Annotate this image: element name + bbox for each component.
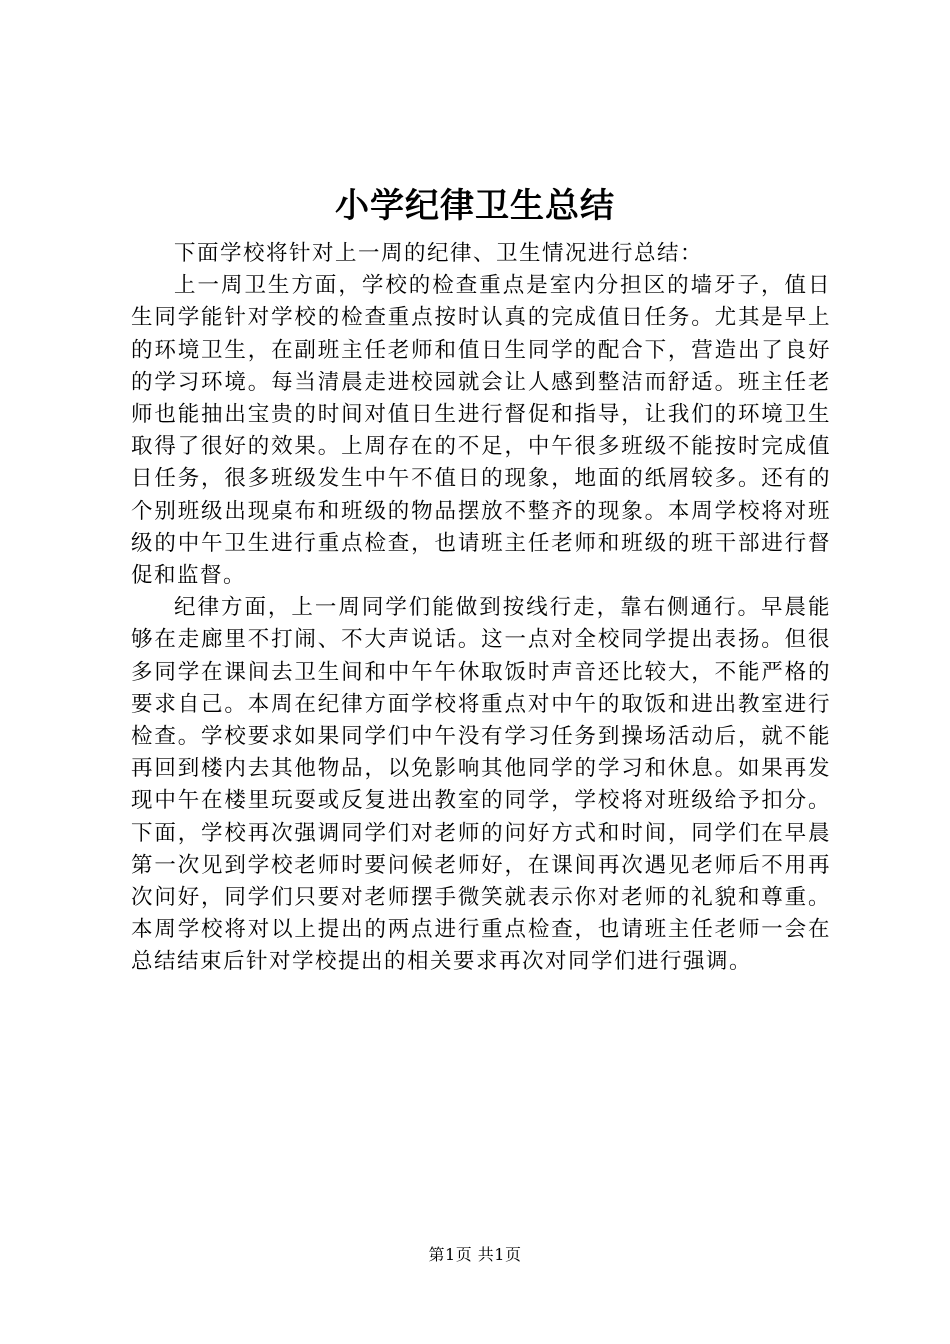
discipline-paragraph: 纪律方面，上一周同学们能做到按线行走，靠右侧通行。早晨能够在走廊里不打闹、不大声说话。这一点对全校同学提出表扬。但很多同学在课间去卫生间和中午午休取饭时声音还比较大，不能严格的要求自己。本周在纪律方面学校将重点对中午的取饭和进出教室进行检查。学校要求如果同学们中午没有学习任务到操场活动后，就不能再回到楼内去其他物品，以免影响其他同学的学习和休息。如果再发现中午在楼里玩耍或反复进出教室的同学，学校将对班级给予扣分。下面，学校再次强调同学们对老师的问好方式和时间，同学们在早晨第一次见到学校老师时要问候老师好，在课间再次遇见老师后不用再次问好，同学们只要对老师摆手微笑就表示你对老师的礼貌和尊重。本周学校将对以上提出的两点进行重点检查，也请班主任老师一会在总结结束后针对学校提出的相关要求再次对同学们进行强调。 <box>131 595 831 975</box>
document-body <box>131 238 831 979</box>
hygiene-paragraph: 上一周卫生方面，学校的检查重点是室内分担区的墙牙子，值日生同学能针对学校的检查重点按时认真的完成值日任务。尤其是早上的环境卫生，在副班主任老师和值日生同学的配合下，营造出了良好的学习环境。每当清晨走进校园就会让人感到整洁而舒适。班主任老师也能抽出宝贵的时间对值日生进行督促和指导，让我们的环境卫生取得了很好的效果。上周存在的不足，中午很多班级不能按时完成值日任务，很多班级发生中午不值日的现象，地面的纸屑较多。还有的个别班级出现桌布和班级的物品摆放不整齐的现象。本周学校将对班级的中午卫生进行重点检查，也请班主任老师和班级的班干部进行督促和监督。 <box>131 273 831 589</box>
document-title: 小学纪律卫生总结 <box>335 186 615 226</box>
intro-paragraph: 下面学校将针对上一周的纪律、卫生情况进行总结： <box>174 241 704 266</box>
page-footer: 第1页 共1页 <box>428 1245 522 1264</box>
